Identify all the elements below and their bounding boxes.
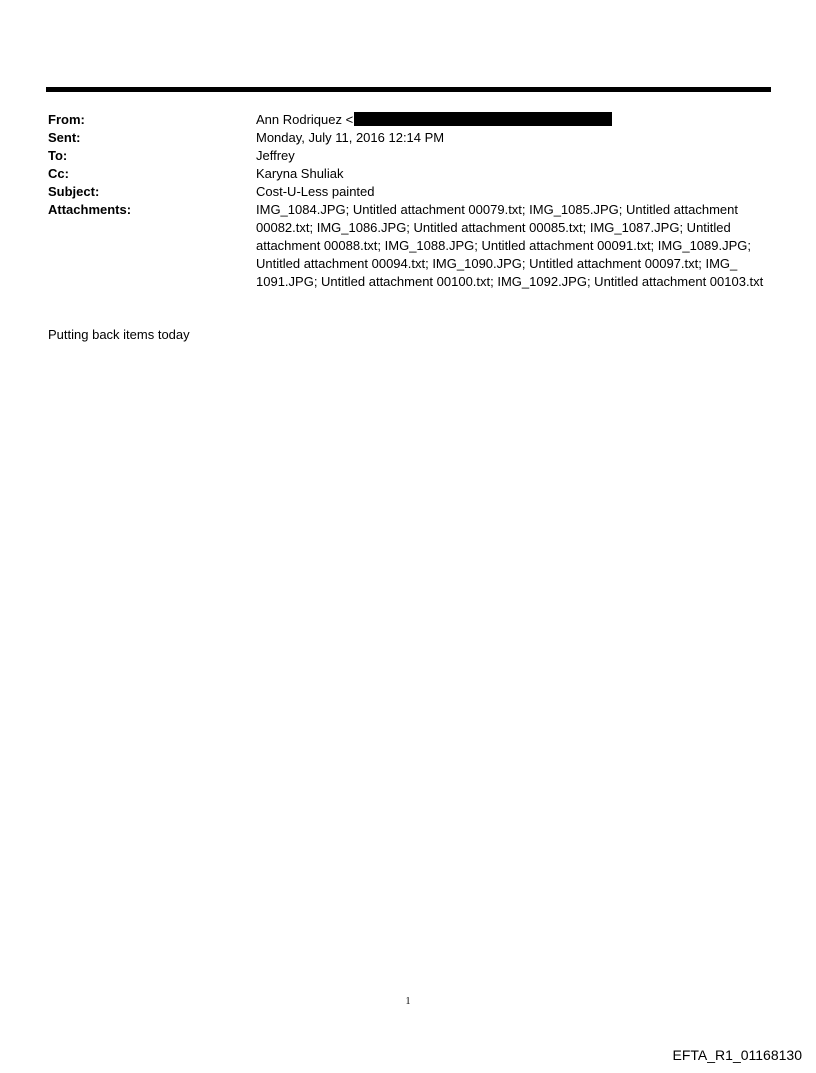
to-row — [48, 147, 772, 165]
subject-row — [48, 183, 772, 201]
attachments-label: Attachments: — [48, 202, 132, 217]
redaction-block — [354, 112, 612, 126]
to-value: Jeffrey — [256, 148, 295, 163]
attachments-line: attachment 00088.txt; IMG_1088.JPG; Untitled attachment 00091.txt; IMG_1089.JPG; — [256, 238, 751, 253]
attachments-line: Untitled attachment 00094.txt; IMG_1090.JPG; Untitled attachment 00097.txt; IMG_ — [256, 256, 738, 271]
cc-row — [48, 165, 772, 183]
to-label: To: — [48, 148, 68, 163]
sent-label: Sent: — [48, 130, 81, 145]
attachments-row — [48, 201, 772, 291]
cc-value: Karyna Shuliak — [256, 166, 344, 181]
subject-label: Subject: — [48, 184, 100, 199]
attachments-list — [256, 201, 772, 291]
bates-number: EFTA_R1_01168130 — [672, 1047, 802, 1063]
subject-value: Cost-U-Less painted — [256, 184, 375, 199]
attachments-line: 1091.JPG; Untitled attachment 00100.txt; IMG_1092.JPG; Untitled attachment 00103.txt — [256, 274, 764, 289]
cc-label: Cc: — [48, 166, 69, 181]
attachments-line: IMG_1084.JPG; Untitled attachment 00079.txt; IMG_1085.JPG; Untitled attachment — [256, 202, 738, 217]
sent-value: Monday, July 11, 2016 12:14 PM — [256, 130, 445, 145]
from-row — [48, 111, 772, 129]
email-header — [48, 111, 772, 291]
from-label: From: — [48, 112, 85, 127]
header-divider — [46, 87, 771, 92]
attachments-line: 00082.txt; IMG_1086.JPG; Untitled attachment 00085.txt; IMG_1087.JPG; Untitled — [256, 220, 731, 235]
sent-row — [48, 129, 772, 147]
email-body: Putting back items today — [48, 327, 190, 342]
from-sender: Ann Rodriquez < — [256, 112, 354, 127]
page-number: 1 — [405, 996, 411, 1007]
from-value — [256, 111, 772, 129]
